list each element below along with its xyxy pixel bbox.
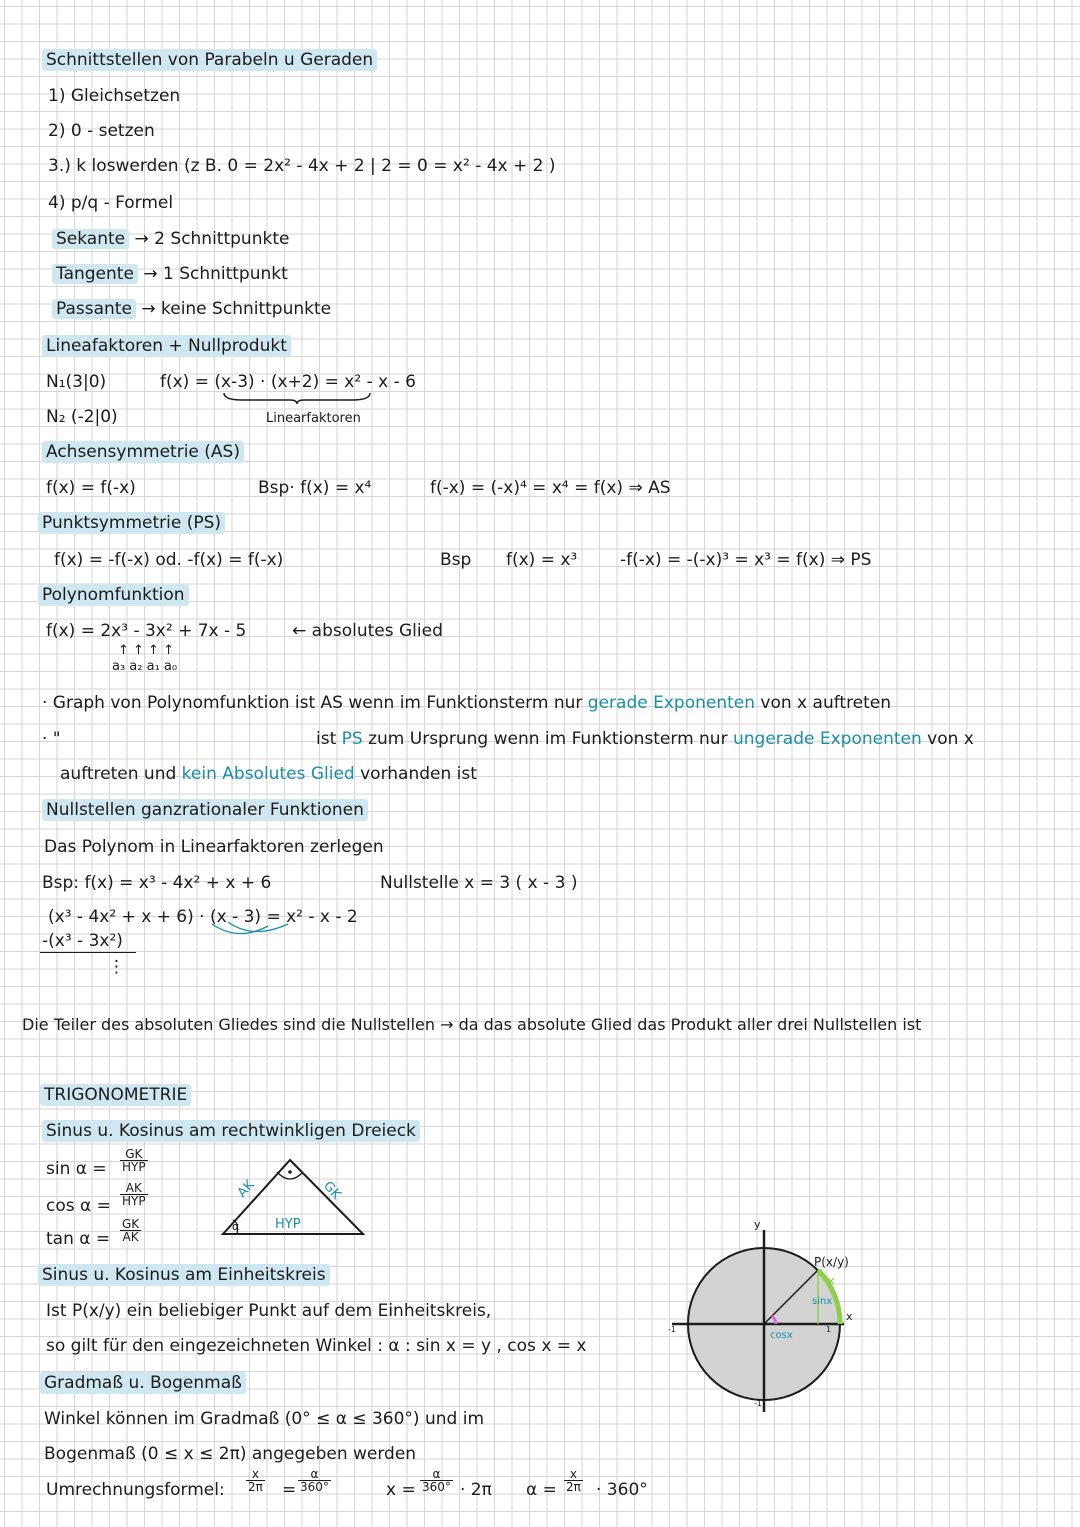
- as-example-calc: f(-x) = (-x)⁴ = x⁴ = f(x) ⇒ AS: [430, 478, 671, 498]
- sinx-label: sinx: [812, 1296, 833, 1307]
- formula1-fraction: [246, 1468, 265, 1493]
- formula2-fraction: [298, 1468, 331, 1493]
- heading-polynomfunktion: Polynomfunktion: [38, 584, 189, 606]
- x-axis-label: x: [846, 1310, 853, 1323]
- einheitskreis-line2: [46, 1335, 587, 1357]
- heading-trigonometrie: TRIGONOMETRIE: [40, 1084, 191, 1106]
- nullstelle-value: Nullstelle x = 3 ( x - 3 ): [380, 873, 578, 893]
- heading-nullstellen: Nullstellen ganzrationaler Funktionen: [42, 799, 368, 821]
- ps-line3-pre: auftreten und: [60, 764, 177, 784]
- underbrace-icon: [222, 391, 372, 405]
- heading-achsensymmetrie: Achsensymmetrie (AS): [42, 441, 244, 463]
- ps-exponent-ps: PS: [341, 729, 363, 749]
- formula4-fraction: [564, 1468, 583, 1493]
- formula2-den: 360°: [300, 1480, 329, 1494]
- unit-circle-diagram: [668, 1214, 868, 1414]
- einheitskreis-line1: Ist P(x/y) ein beliebiger Punkt auf dem Einheitskreis,: [46, 1301, 492, 1321]
- sekante-text: → 2 Schnittpunkte: [134, 229, 290, 249]
- ps-exponent-mid: zum Ursprung wenn im Funktionsterm nur: [368, 729, 728, 749]
- tangente-text: → 1 Schnittpunkt: [143, 264, 288, 284]
- formula3-post: · 2π: [460, 1480, 492, 1500]
- triangle-ak-label: AK: [234, 1177, 258, 1201]
- nullstellen-bsp: Bsp: f(x) = x³ - 4x² + x + 6: [42, 873, 272, 893]
- green-x-mark: ×: [826, 1274, 837, 1288]
- ps-example-label: Bsp: [440, 550, 472, 570]
- cos-numerator: AK: [120, 1182, 148, 1195]
- heading-linearfaktoren: Lineafaktoren + Nullprodukt: [42, 335, 291, 357]
- step-3: 3.) k loswerden (z B. 0 = 2x² - 4x + 2 | 2 = 0 = x² - 4x + 2 ): [48, 156, 556, 176]
- zero-n1: N₁(3|0): [46, 372, 107, 392]
- step-4: 4) p/q - Formel: [48, 193, 174, 213]
- einheitskreis-line2-formula: α : sin x = y , cos x = x: [388, 1336, 587, 1356]
- triangle-alpha-label: α: [232, 1220, 240, 1233]
- sekante-term: Sekante: [52, 229, 129, 249]
- formula1-num: x: [246, 1468, 265, 1481]
- cos-fraction: [120, 1182, 148, 1207]
- nullstellen-desc: Das Polynom in Linearfaktoren zerlegen: [44, 837, 384, 857]
- tangente-term: Tangente: [52, 264, 138, 284]
- formula4-pre: α =: [526, 1480, 557, 1500]
- division-arrows-icon: [208, 918, 298, 944]
- formula4-den: 2π: [566, 1480, 581, 1494]
- ps-ditto: · ": [42, 729, 61, 749]
- formula3-fraction: [420, 1468, 453, 1493]
- subtraction-underline: [40, 952, 136, 953]
- ps-example-calc: -f(-x) = -(-x)³ = x³ = f(x) ⇒ PS: [620, 550, 872, 570]
- sekante-line: [52, 228, 289, 250]
- ps-example-fx: f(x) = x³: [506, 550, 578, 570]
- absolute-term-label: ← absolutes Glied: [292, 621, 443, 641]
- tan-label: tan α =: [46, 1229, 111, 1249]
- passante-term: Passante: [52, 299, 136, 319]
- ps-rule: f(x) = -f(-x) od. -f(x) = f(-x): [54, 550, 284, 570]
- formula1-equals: =: [282, 1480, 297, 1500]
- ps-line3-post: vorhanden ist: [360, 764, 477, 784]
- polynom-division-line: (x³ - 4x² + x + 6) · (x - 3) = x² - x - 2: [48, 907, 358, 927]
- as-exponent-gerade: gerade: [587, 693, 648, 713]
- ps-exponent-post: von x: [927, 729, 974, 749]
- cosx-label: cosx: [770, 1330, 793, 1341]
- formula3-num: α: [420, 1468, 453, 1481]
- sin-numerator: GK: [120, 1148, 148, 1161]
- step-2: 2) 0 - setzen: [48, 121, 155, 141]
- ps-exponent-line: [316, 728, 974, 750]
- right-triangle-diagram: [215, 1148, 375, 1240]
- ps-line3-highlight: kein Absolutes Glied: [181, 764, 355, 784]
- formula4-post: · 360°: [596, 1480, 648, 1500]
- as-rule: f(x) = f(-x): [46, 478, 136, 498]
- heading-einheitskreis: Sinus u. Kosinus am Einheitskreis: [38, 1264, 330, 1286]
- coefficient-arrows: ↑ ↑ ↑ ↑: [118, 643, 174, 658]
- tick-pos-x: 1: [826, 1325, 832, 1334]
- tick-neg-y: -1: [754, 1399, 762, 1408]
- coefficient-labels: a₃ a₂ a₁ a₀: [112, 659, 178, 674]
- as-exponent-post: von x auftreten: [760, 693, 892, 713]
- umrechnung-label: Umrechnungsformel:: [46, 1480, 225, 1500]
- teiler-summary: Die Teiler des absoluten Gliedes sind die Nullstellen → da das absolute Glied das Produkt aller drei Nullstellen ist: [22, 1015, 922, 1034]
- sin-fraction: [120, 1148, 148, 1173]
- formula3-den: 360°: [422, 1480, 451, 1494]
- sin-denominator: HYP: [122, 1160, 146, 1174]
- heading-punktsymmetrie: Punktsymmetrie (PS): [38, 512, 225, 534]
- heading-gradmass: Gradmaß u. Bogenmaß: [40, 1372, 246, 1394]
- as-exponent-pre: · Graph von Polynomfunktion ist AS wenn im Funktionsterm nur: [42, 693, 583, 713]
- einheitskreis-line2-pre: so gilt für den eingezeichneten Winkel :: [46, 1336, 384, 1356]
- cos-label: cos α =: [46, 1196, 111, 1216]
- as-exponent-exponenten: Exponenten: [653, 693, 756, 713]
- linearfaktoren-label: Linearfaktoren: [266, 411, 361, 426]
- formula4-num: x: [564, 1468, 583, 1481]
- formula1-den: 2π: [248, 1480, 263, 1494]
- ps-exponent-pre: ist: [316, 729, 337, 749]
- passante-text: → keine Schnittpunkte: [141, 299, 332, 319]
- ps-exponent-ungerade: ungerade: [732, 729, 815, 749]
- as-example-label: Bsp· f(x) = x⁴: [258, 478, 372, 498]
- heading-schnittstellen: Schnittstellen von Parabeln u Geraden: [42, 49, 377, 71]
- tick-neg-x: -1: [668, 1325, 676, 1334]
- triangle-hyp-label: HYP: [275, 1217, 301, 1232]
- point-p-label: P(x/y): [814, 1255, 849, 1269]
- continuation-dots: ⋮: [108, 957, 125, 977]
- triangle-gk-label: GK: [320, 1178, 344, 1203]
- polynom-subtraction-line: -(x³ - 3x²): [42, 931, 123, 951]
- sin-label: sin α =: [46, 1159, 107, 1179]
- heading-rechtwinkliges-dreieck: Sinus u. Kosinus am rechtwinkligen Dreieck: [42, 1120, 420, 1142]
- zero-n2: N₂ (-2|0): [46, 407, 118, 427]
- ps-exponent-exponenten: Exponenten: [819, 729, 922, 749]
- tan-denominator: AK: [122, 1230, 139, 1244]
- passante-line: [52, 298, 331, 320]
- tan-numerator: GK: [122, 1217, 140, 1231]
- y-axis-label: y: [754, 1218, 761, 1231]
- formula2-num: α: [298, 1468, 331, 1481]
- polynom-formula: f(x) = 2x³ - 3x² + 7x - 5: [46, 621, 247, 641]
- tangente-line: [52, 263, 288, 285]
- ps-exponent-line3: [60, 763, 477, 785]
- step-1: 1) Gleichsetzen: [48, 86, 181, 106]
- formula3-pre: x =: [386, 1480, 416, 1500]
- tan-fraction: [120, 1218, 141, 1243]
- gradmass-line2: Bogenmaß (0 ≤ x ≤ 2π) angegeben werden: [44, 1444, 417, 1464]
- as-exponent-line: [42, 692, 891, 714]
- cos-denominator: HYP: [122, 1194, 146, 1208]
- linearfaktor-formula: f(x) = (x-3) · (x+2) = x² - x - 6: [160, 372, 416, 392]
- gradmass-line1: Winkel können im Gradmaß (0° ≤ α ≤ 360°) und im: [44, 1409, 484, 1429]
